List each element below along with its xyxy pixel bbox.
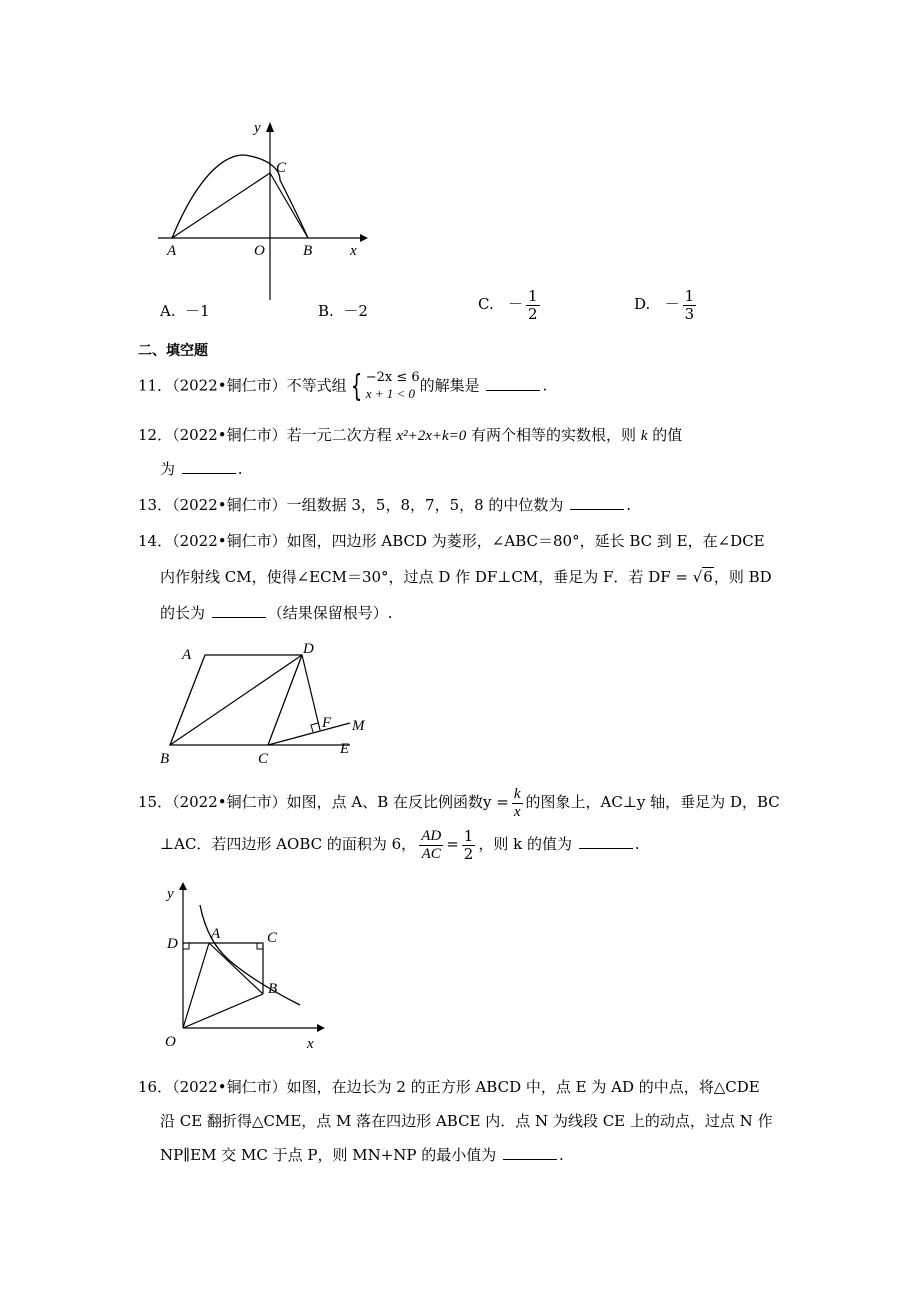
- right-angle-d: [183, 943, 189, 949]
- section-heading: 二、填空题: [138, 343, 208, 359]
- question-11: 11．（2022•铜仁市）不等式组 { −2x ≤ 6 x + 1 < 0 的解集是 .: [138, 368, 548, 404]
- question-15-line2: ⊥AC．若四边形 AOBC 的面积为 6， $\frac{AD}{AC}$ = $\frac{1}{2}$ ，则 k 的值为 .: [160, 827, 640, 863]
- answer-blank-13[interactable]: [570, 495, 624, 510]
- segment-oa: [183, 943, 209, 1028]
- option-d[interactable]: D. － $\frac{1}{3}$: [634, 287, 695, 323]
- label-m: M: [352, 718, 365, 734]
- diagonal-bd: [170, 655, 302, 745]
- ray-cm: [268, 723, 350, 745]
- label-o: O: [254, 243, 265, 259]
- right-angle-c: [257, 943, 263, 949]
- answer-blank-15[interactable]: [579, 834, 633, 849]
- question-12-line2: 为 .: [160, 460, 243, 478]
- y-axis-arrow: [266, 122, 274, 132]
- answer-blank-11[interactable]: [486, 376, 540, 391]
- label-b: B: [303, 243, 313, 259]
- right-angle-mark: [311, 723, 318, 732]
- option-c[interactable]: C. － $\frac{1}{2}$: [478, 287, 538, 323]
- label-o: O: [165, 1034, 176, 1050]
- answer-blank-16[interactable]: [503, 1145, 557, 1160]
- figure-parabola: [150, 110, 380, 310]
- option-a[interactable]: A. －1: [160, 302, 210, 320]
- label-c: C: [258, 751, 269, 767]
- label-d: D: [167, 936, 178, 952]
- label-y: y: [167, 886, 174, 902]
- segment-df: [302, 655, 320, 730]
- label-c: C: [276, 160, 287, 176]
- label-a: A: [182, 647, 192, 663]
- label-c: C: [267, 930, 278, 946]
- question-13: 13．（2022•铜仁市）一组数据 3，5，8，7，5，8 的中位数为 .: [138, 496, 631, 514]
- label-a: A: [211, 926, 221, 942]
- question-14-line3: 的长为 （结果保留根号）.: [160, 604, 393, 622]
- brace-icon: {: [350, 368, 362, 404]
- question-14-line2: 内作射线 CM，使得∠ECM＝30°，过点 D 作 DF⊥CM，垂足为 F．若 DF = √6，则 BD: [160, 568, 772, 586]
- parabola-curve: [172, 155, 308, 238]
- answer-blank-14[interactable]: [212, 603, 266, 618]
- label-x: x: [350, 243, 357, 259]
- label-b: B: [268, 981, 278, 997]
- hyperbola-curve: [200, 905, 300, 1005]
- x-axis-arrow: [360, 234, 368, 242]
- label-f: F: [322, 715, 332, 731]
- label-b: B: [160, 751, 170, 767]
- answer-blank-12[interactable]: [182, 459, 236, 474]
- question-16-line3: NP∥EM 交 MC 于点 P，则 MN+NP 的最小值为 .: [160, 1146, 564, 1164]
- segment-cb: [270, 173, 308, 238]
- question-16: 16．（2022•铜仁市）如图，在边长为 2 的正方形 ABCD 中，点 E 为 AD 的中点，将△CDE: [138, 1078, 760, 1096]
- label-y: y: [254, 120, 261, 136]
- label-a: A: [167, 243, 177, 259]
- option-b[interactable]: B. －2: [318, 302, 368, 320]
- figure-hyperbola: [155, 880, 335, 1055]
- question-12: 12．（2022•铜仁市）若一元二次方程 x²+2x+k=0 有两个相等的实数根，则 k 的值: [138, 426, 683, 444]
- y-axis-arrow: [179, 882, 187, 890]
- x-axis-arrow: [317, 1024, 325, 1032]
- figure-rhombus: [150, 635, 390, 775]
- question-15: 15．（2022•铜仁市）如图，点 A、B 在反比例函数y = $\frac{k}{x}$ 的图象上，AC⊥y 轴，垂足为 D，BC: [138, 786, 780, 820]
- label-x: x: [307, 1036, 314, 1052]
- segment-ab: [209, 943, 263, 994]
- question-14: 14．（2022•铜仁市）如图，四边形 ABCD 为菱形，∠ABC＝80°，延长 BC 到 E，在∠DCE: [138, 532, 765, 550]
- question-16-line2: 沿 CE 翻折得△CME，点 M 落在四边形 ABCE 内．点 N 为线段 CE 上的动点，过点 N 作: [160, 1112, 773, 1130]
- ineq-2: x + 1 < 0: [365, 386, 416, 401]
- segment-ob: [183, 994, 263, 1028]
- label-e: E: [340, 741, 350, 757]
- label-d: D: [303, 641, 314, 657]
- ineq-1: −2x ≤ 6: [365, 370, 420, 385]
